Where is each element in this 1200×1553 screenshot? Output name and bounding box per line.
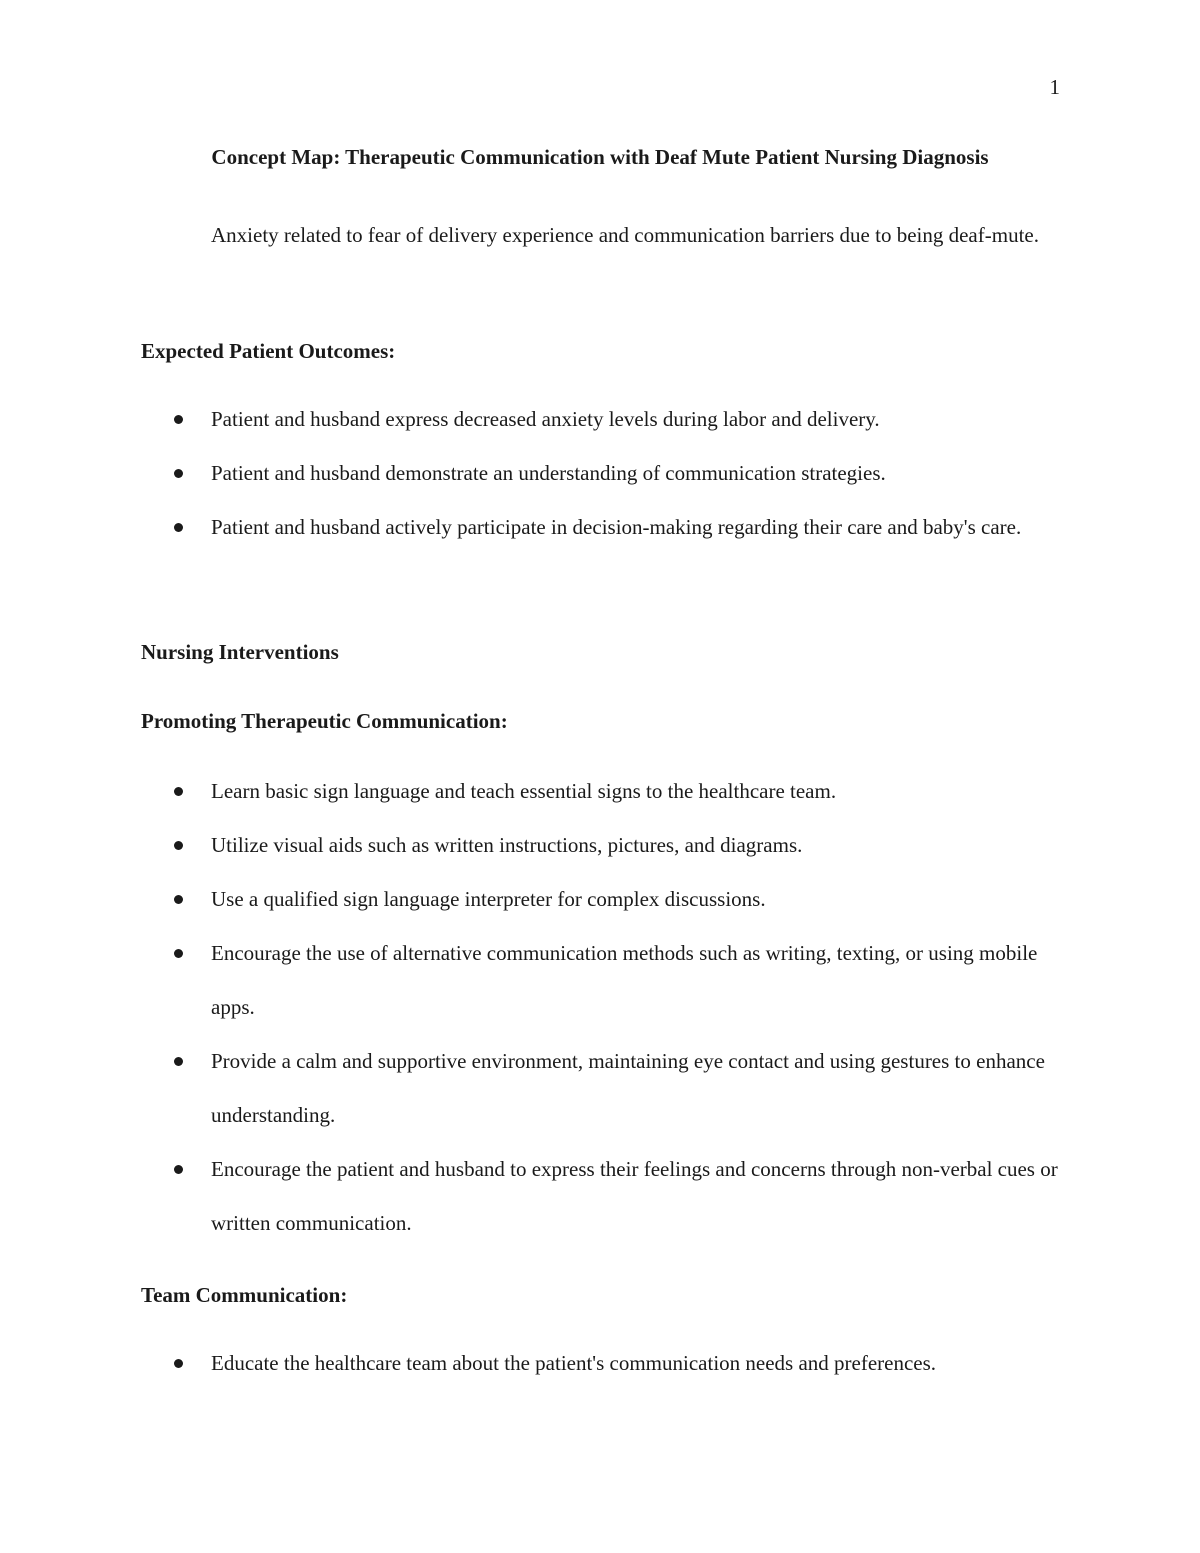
list-item — [140, 446, 1060, 500]
list-item — [140, 872, 1060, 926]
list-item-text: Learn basic sign language and teach essential signs to the healthcare team. — [211, 779, 837, 803]
bullet-icon — [174, 841, 183, 850]
list-item — [140, 818, 1060, 872]
team-communication-heading: Team Communication: — [141, 1283, 348, 1307]
expected-outcomes-heading: Expected Patient Outcomes: — [141, 339, 396, 363]
bullet-icon — [174, 469, 183, 478]
team-communication-list — [140, 1336, 1060, 1390]
list-item-text: Educate the healthcare team about the patient's communication needs and preferences. — [211, 1351, 937, 1375]
list-item — [140, 500, 1060, 554]
nursing-interventions-heading: Nursing Interventions — [141, 640, 339, 664]
expected-outcomes-list — [140, 392, 1060, 554]
list-item-text: Patient and husband express decreased anxiety levels during labor and delivery. — [211, 407, 880, 431]
list-item-text: Patient and husband demonstrate an understanding of communication strategies. — [211, 461, 886, 485]
promoting-communication-list — [140, 764, 1060, 1250]
list-item — [140, 1336, 1060, 1390]
list-item — [140, 764, 1060, 818]
list-item-text: Provide a calm and supportive environment, maintaining eye contact and using gestures to enhance understanding. — [211, 1049, 1045, 1127]
list-item — [140, 1142, 1060, 1250]
list-item — [140, 1034, 1060, 1142]
list-item — [140, 926, 1060, 1034]
page-number: 1 — [1049, 75, 1060, 99]
bullet-icon — [174, 415, 183, 424]
document-title: Concept Map: Therapeutic Communication with Deaf Mute Patient Nursing Diagnosis — [211, 145, 989, 169]
list-item-text: Encourage the patient and husband to express their feelings and concerns through non-verbal cues or written communication. — [211, 1157, 1058, 1235]
bullet-icon — [174, 1165, 183, 1174]
bullet-icon — [174, 895, 183, 904]
promoting-communication-heading: Promoting Therapeutic Communication: — [141, 709, 508, 733]
list-item-text: Patient and husband actively participate in decision-making regarding their care and baby's care. — [211, 515, 1022, 539]
list-item-text: Encourage the use of alternative communication methods such as writing, texting, or using mobile apps. — [211, 941, 1038, 1019]
list-item-text: Use a qualified sign language interpreter for complex discussions. — [211, 887, 766, 911]
bullet-icon — [174, 523, 183, 532]
bullet-icon — [174, 1359, 183, 1368]
list-item-text: Utilize visual aids such as written instructions, pictures, and diagrams. — [211, 833, 803, 857]
bullet-icon — [174, 949, 183, 958]
bullet-icon — [174, 787, 183, 796]
bullet-icon — [174, 1057, 183, 1066]
list-item — [140, 392, 1060, 446]
nursing-diagnosis-paragraph: Anxiety related to fear of delivery experience and communication barriers due to being deaf-mute. — [211, 223, 1039, 247]
